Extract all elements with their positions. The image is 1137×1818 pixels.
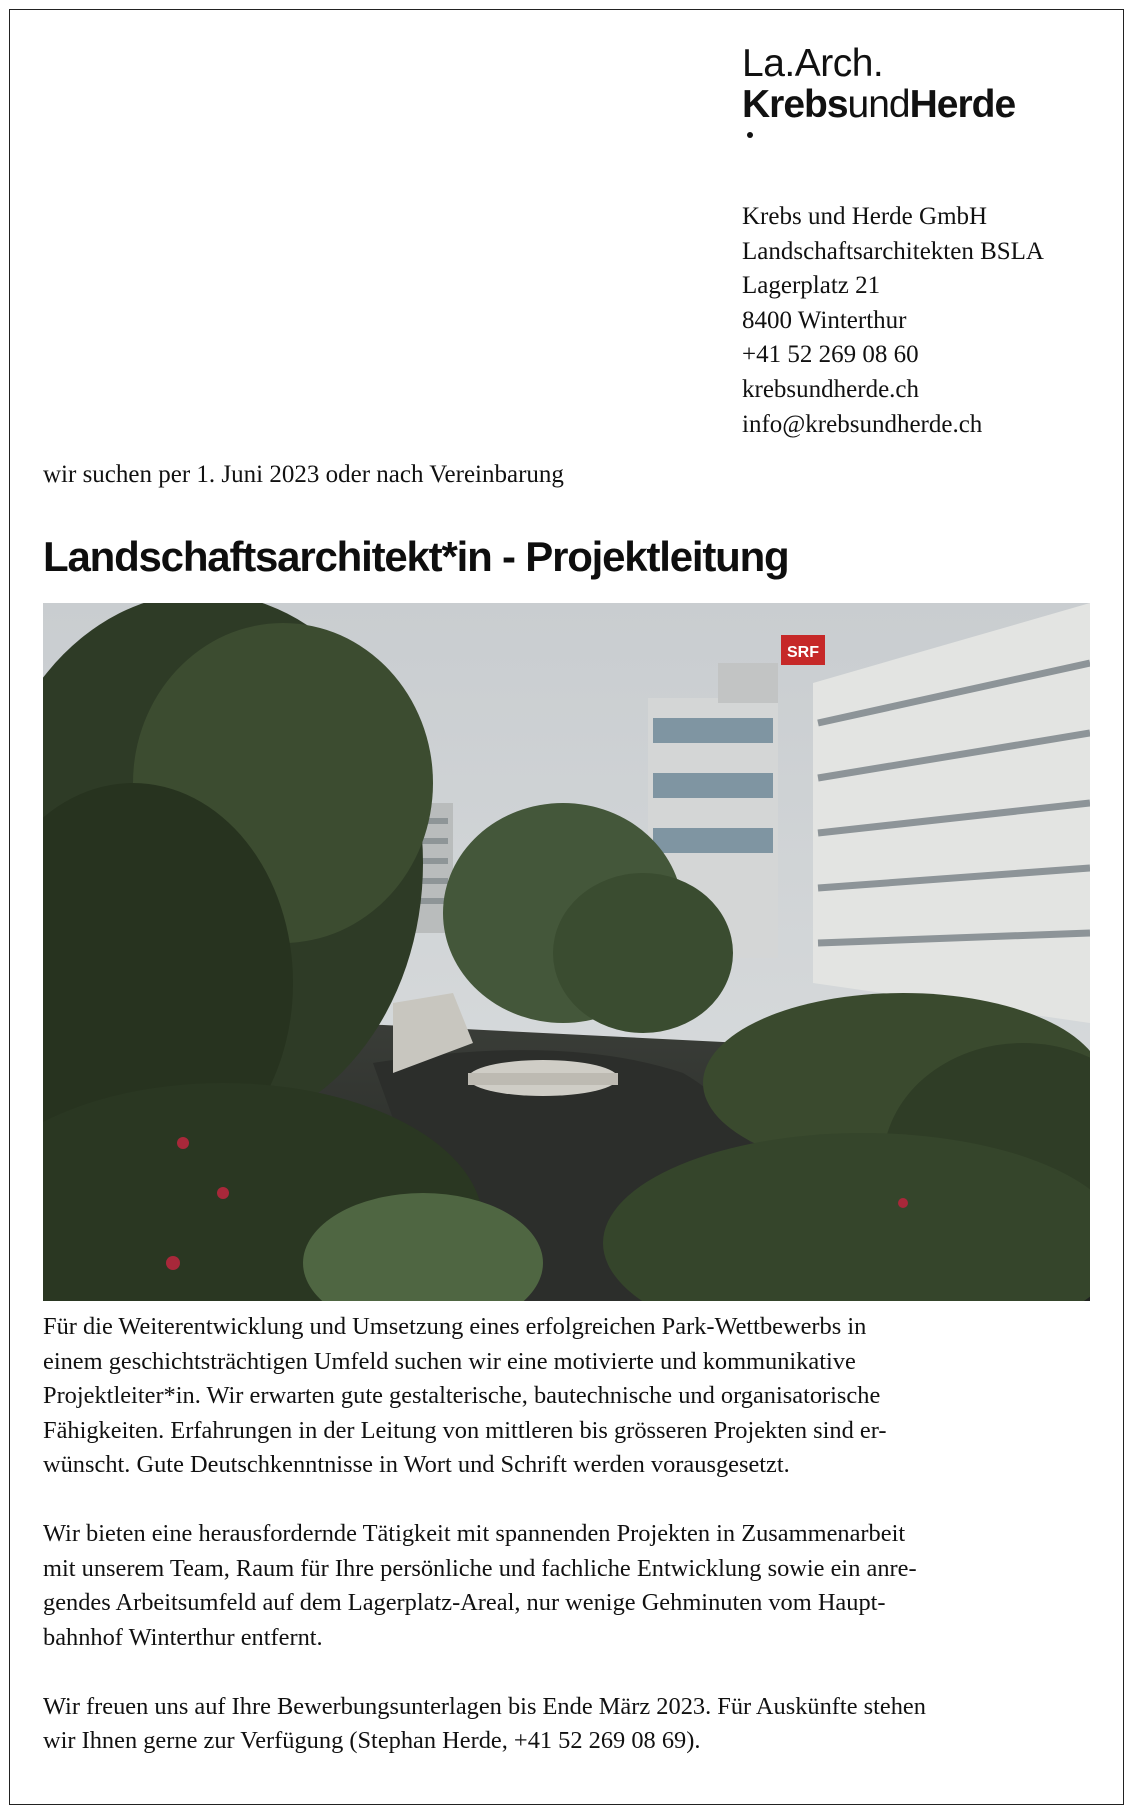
paragraph-3 bbox=[43, 1690, 1103, 1759]
company-logo bbox=[742, 44, 1082, 126]
paragraph-3-line: Wir freuen uns auf Ihre Bewerbungsunterlagen bis Ende März 2023. Für Auskünfte stehen bbox=[43, 1692, 926, 1720]
paragraph-1-line: Projektleiter*in. Wir erwarten gute gestalterische, bautechnische und organisatorische bbox=[43, 1382, 881, 1409]
address-email: info@krebsundherde.ch bbox=[742, 410, 983, 438]
body-text bbox=[43, 1310, 1103, 1793]
address-website: krebsundherde.ch bbox=[742, 375, 920, 403]
paragraph-2 bbox=[43, 1517, 1103, 1655]
address-city: 8400 Winterthur bbox=[742, 306, 907, 334]
company-subtitle: Landschaftsarchitekten BSLA bbox=[742, 237, 1044, 265]
logo-line-1: La.Arch. bbox=[742, 42, 884, 85]
paragraph-1-line: Fähigkeiten. Erfahrungen in der Leitung von mittleren bis grösseren Projekten sind er- bbox=[43, 1416, 887, 1444]
paragraph-1-line: Für die Weiterentwicklung und Umsetzung eines erfolgreichen Park-Wettbewerbs in bbox=[43, 1313, 867, 1340]
srf-sign: SRF bbox=[787, 644, 819, 661]
paragraph-2-line: mit unserem Team, Raum für Ihre persönliche und fachliche Entwicklung sowie ein anre- bbox=[43, 1554, 917, 1582]
logo-line-2 bbox=[742, 84, 1082, 126]
logo-dot-icon bbox=[747, 132, 753, 138]
logo-word-herde: Herde bbox=[909, 83, 1016, 126]
paragraph-2-line: gendes Arbeitsumfeld auf dem Lagerplatz-Areal, nur wenige Gehminuten vom Haupt- bbox=[43, 1589, 886, 1616]
logo-word-krebs: Krebs bbox=[742, 83, 848, 126]
paragraph-2-line: bahnhof Winterthur entfernt. bbox=[43, 1623, 323, 1651]
paragraph-2-line: Wir bieten eine herausfordernde Tätigkeit mit spannenden Projekten in Zusammenarbeit bbox=[43, 1520, 906, 1547]
company-name: Krebs und Herde GmbH bbox=[742, 203, 988, 230]
paragraph-1-line: wünscht. Gute Deutschkenntnisse in Wort und Schrift werden vorausgesetzt. bbox=[43, 1451, 790, 1478]
paragraph-1 bbox=[43, 1310, 1103, 1483]
intro-text: wir suchen per 1. Juni 2023 oder nach Vereinbarung bbox=[43, 461, 564, 488]
company-address bbox=[742, 200, 1044, 442]
address-street: Lagerplatz 21 bbox=[742, 272, 881, 300]
garden-photo bbox=[43, 603, 1090, 1301]
job-title: Landschaftsarchitekt*in - Projektleitung bbox=[43, 533, 789, 580]
paragraph-3-line: wir Ihnen gerne zur Verfügung (Stephan Herde, +41 52 269 08 69). bbox=[43, 1727, 701, 1754]
paragraph-1-line: einem geschichtsträchtigen Umfeld suchen wir eine motivierte und kommunikative bbox=[43, 1347, 856, 1375]
logo-word-und: und bbox=[847, 83, 910, 126]
address-phone: +41 52 269 08 60 bbox=[742, 341, 919, 369]
